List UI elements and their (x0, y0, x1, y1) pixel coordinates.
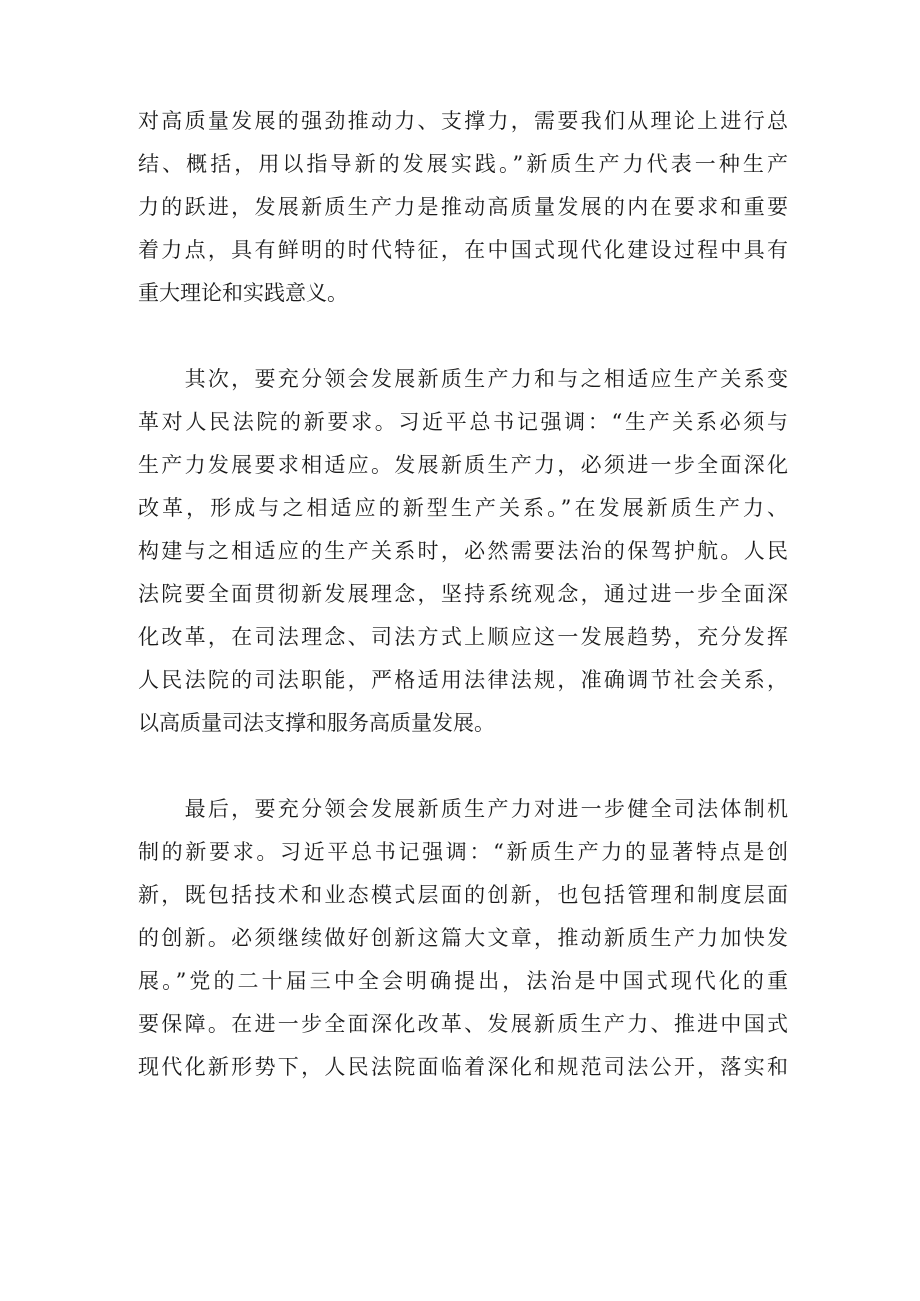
text-line: 最后，要充分领会发展新质生产力对进一步健全司法体制机 (138, 797, 788, 821)
text-line: 的创新。必须继续做好创新这篇大文章，推动新质生产力加快发 (138, 926, 788, 950)
text-line: 对高质量发展的强劲推动力、支撑力，需要我们从理论上进行总 (138, 109, 788, 133)
text-line: 化改革，在司法理念、司法方式上顺应这一发展趋势，充分发挥 (138, 625, 788, 649)
document-body (138, 100, 788, 1089)
paragraph-gap (138, 315, 788, 358)
text-line: 生产力发展要求相适应。发展新质生产力，必须进一步全面深化 (138, 453, 788, 477)
text-line: 其次，要充分领会发展新质生产力和与之相适应生产关系变 (138, 367, 788, 391)
text-line: 革对人民法院的新要求。习近平总书记强调：“生产关系必须与 (138, 410, 788, 434)
text-line: 重大理论和实践意义。 (138, 281, 348, 305)
paragraph-3 (138, 788, 788, 1089)
text-line: 展。”党的二十届三中全会明确提出，法治是中国式现代化的重 (138, 969, 788, 993)
text-line: 现代化新形势下，人民法院面临着深化和规范司法公开，落实和 (138, 1055, 788, 1079)
text-line: 人民法院的司法职能，严格适用法律法规，准确调节社会关系， (138, 668, 788, 692)
text-line: 改革，形成与之相适应的新型生产关系。”在发展新质生产力、 (138, 496, 788, 520)
text-line: 要保障。在进一步全面深化改革、发展新质生产力、推进中国式 (138, 1012, 788, 1036)
paragraph-2 (138, 358, 788, 745)
text-line: 新，既包括技术和业态模式层面的创新，也包括管理和制度层面 (138, 883, 788, 907)
text-line: 结、概括，用以指导新的发展实践。”新质生产力代表一种生产 (138, 152, 788, 176)
text-line: 法院要全面贯彻新发展理念，坚持系统观念，通过进一步全面深 (138, 582, 788, 606)
text-line: 着力点，具有鲜明的时代特征，在中国式现代化建设过程中具有 (138, 238, 788, 262)
paragraph-1 (138, 100, 788, 315)
text-line: 构建与之相适应的生产关系时，必然需要法治的保驾护航。人民 (138, 539, 788, 563)
text-line: 以高质量司法支撑和服务高质量发展。 (138, 711, 495, 735)
text-line: 力的跃进，发展新质生产力是推动高质量发展的内在要求和重要 (138, 195, 788, 219)
text-line: 制的新要求。习近平总书记强调：“新质生产力的显著特点是创 (138, 840, 788, 864)
paragraph-gap (138, 745, 788, 788)
